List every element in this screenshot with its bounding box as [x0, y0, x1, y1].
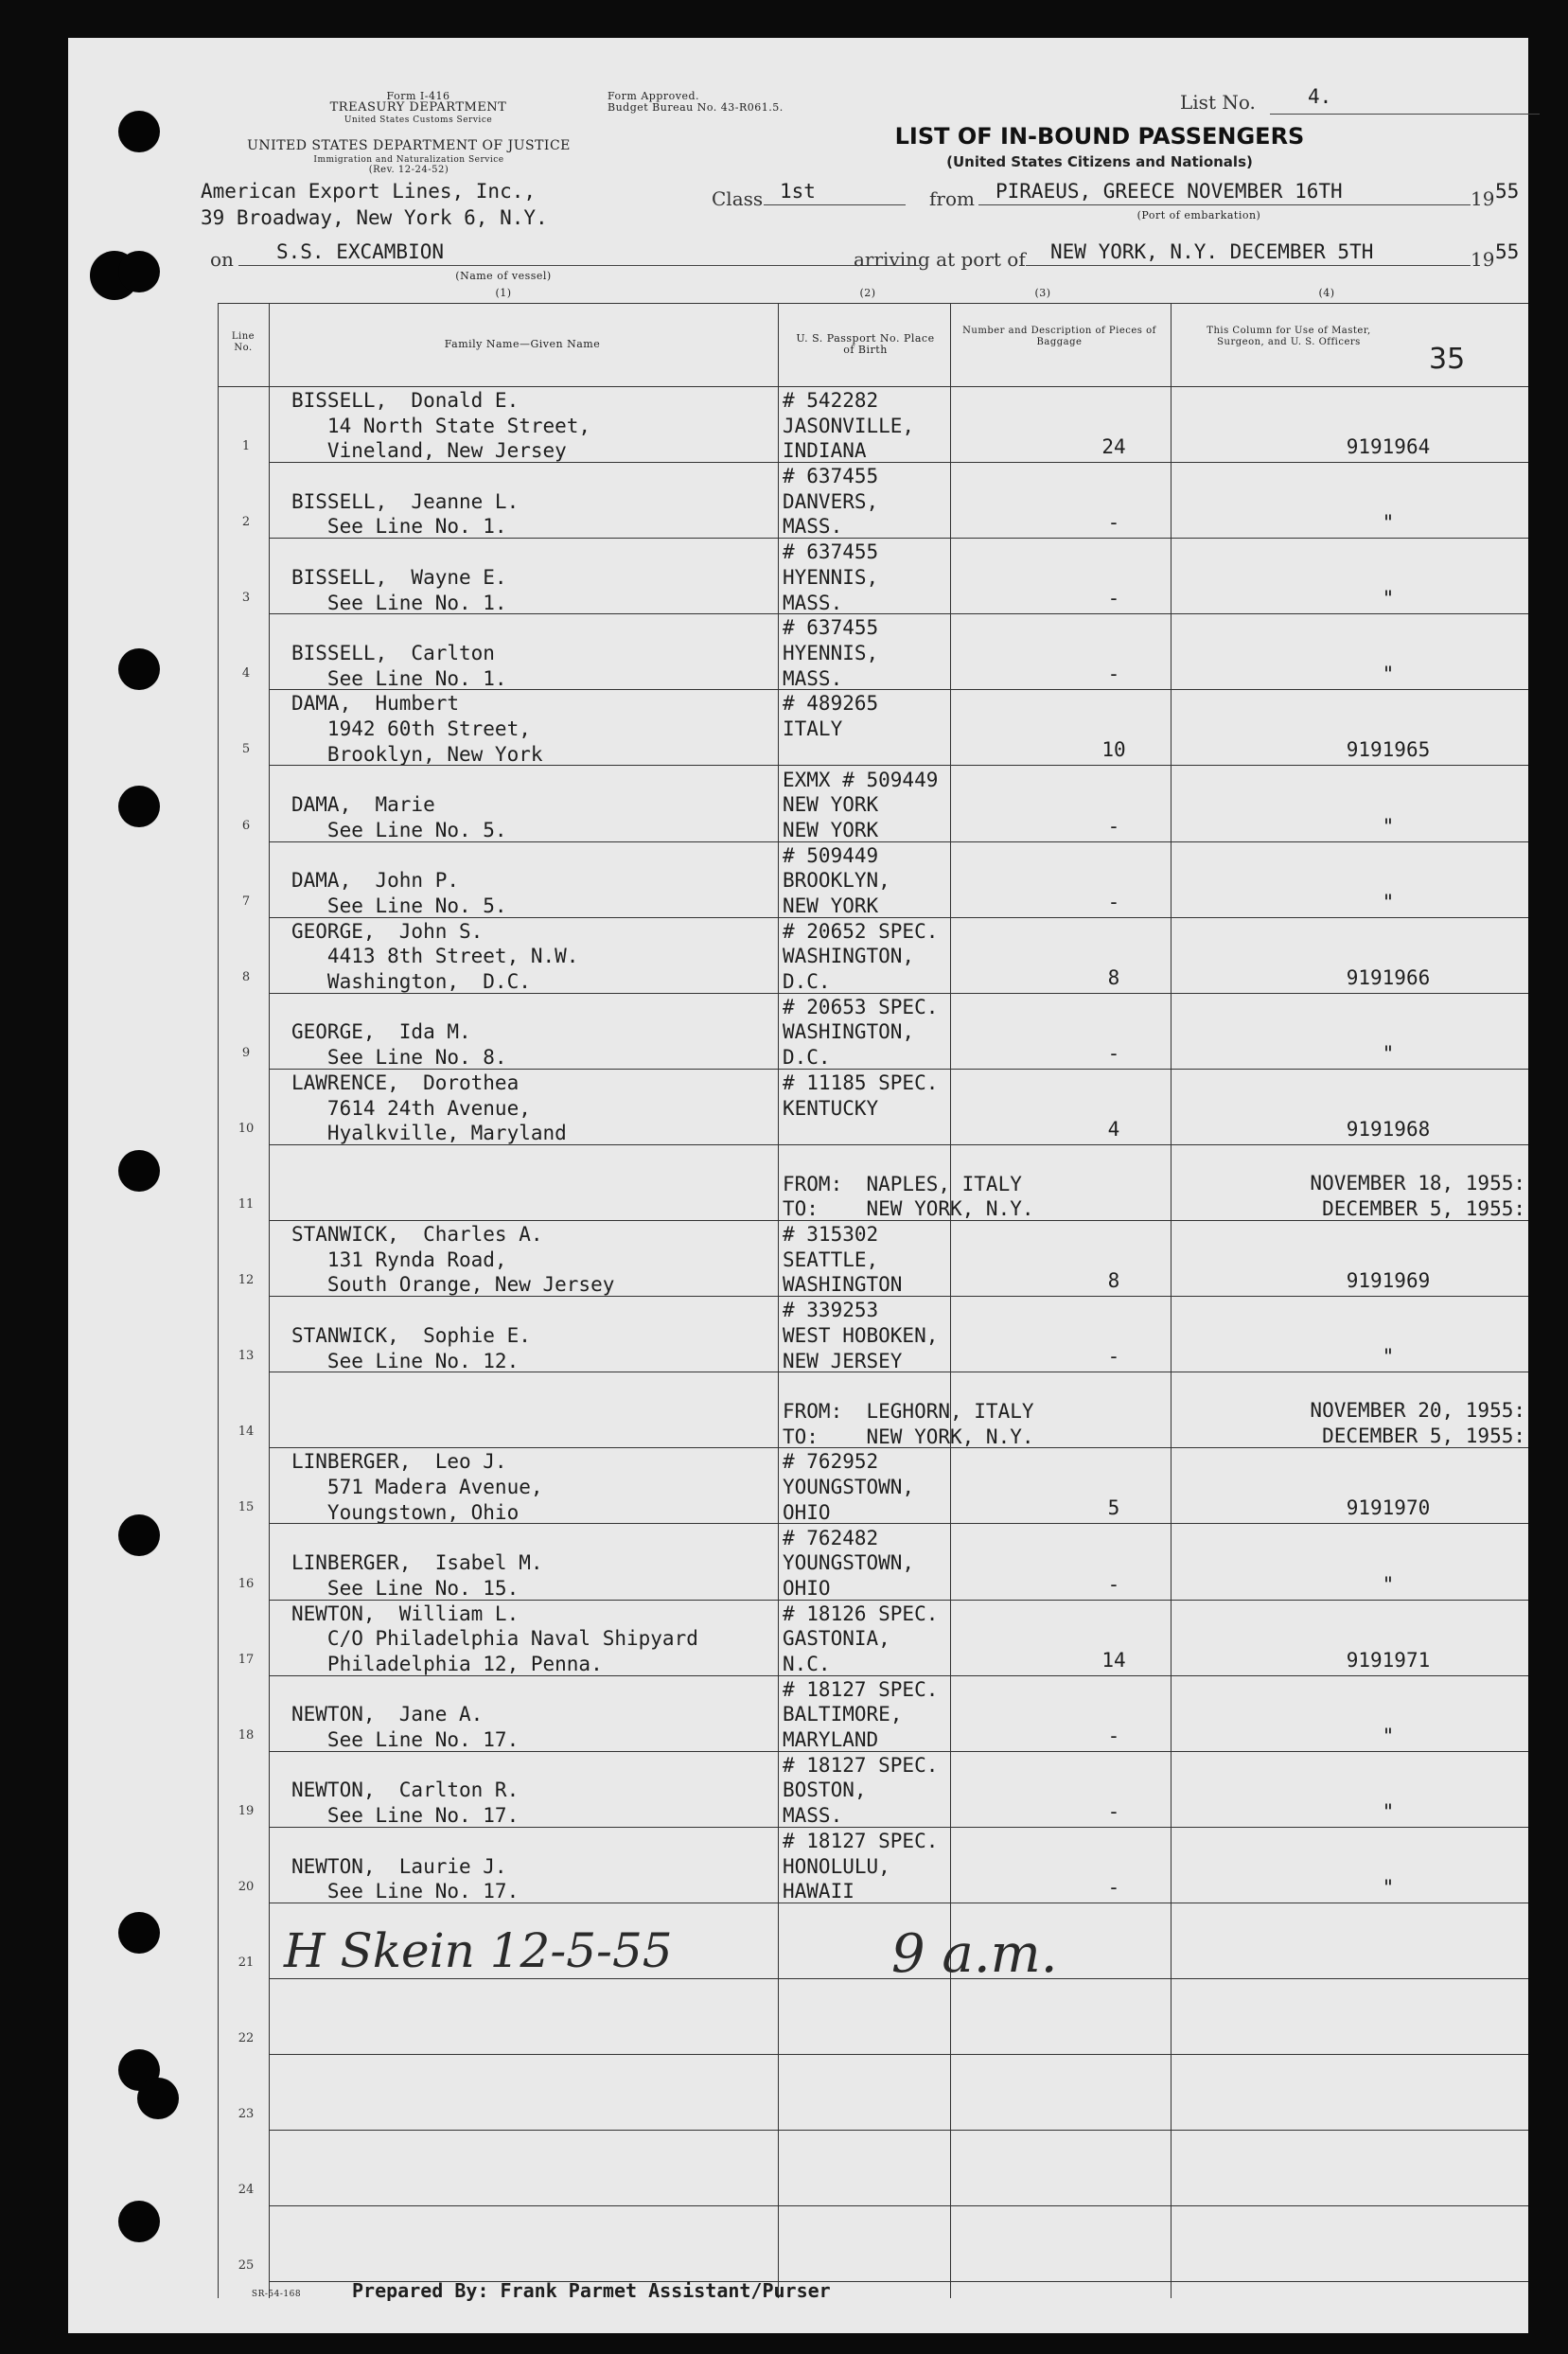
page-title: LIST OF IN-BOUND PASSENGERS — [894, 123, 1305, 150]
passenger-name-line: DAMA, Humbert — [291, 692, 460, 716]
passenger-name-line: STANWICK, Sophie E. — [291, 1323, 531, 1347]
passport-birthplace-line: MASS. — [783, 515, 843, 539]
passenger-name-line: LINBERGER, Leo J. — [291, 1450, 507, 1474]
col-num-4: (4) — [1318, 287, 1335, 299]
baggage-count: 8 — [1107, 965, 1120, 989]
passenger-name-line — [291, 1753, 840, 1779]
port-embarkation-caption: (Port of embarkation) — [1136, 209, 1261, 221]
passenger-name-line: See Line No. 1. — [291, 666, 507, 690]
passenger-name-line — [291, 1980, 840, 2006]
passenger-name-line — [291, 2183, 840, 2208]
line-number: 13 — [238, 1349, 255, 1364]
officer-number: " — [1382, 814, 1395, 838]
table-row — [68, 841, 1528, 917]
passport-birthplace-line: # 637455 — [783, 465, 879, 488]
table-row — [68, 2130, 1528, 2205]
line-number: 23 — [238, 2107, 255, 2122]
passport-birthplace-line: HAWAII — [783, 1880, 854, 1903]
passport-birthplace-line: WASHINGTON — [783, 1273, 903, 1297]
passenger-name-line: 4413 8th Street, N.W. — [291, 945, 579, 968]
passport-birthplace-line — [783, 1373, 1029, 1399]
line-number: 3 — [241, 591, 251, 606]
table-row — [68, 1978, 1528, 2054]
passport-birthplace-line: # 489265 — [783, 692, 879, 716]
passenger-name-line: STANWICK, Charles A. — [291, 1223, 543, 1247]
punch-hole — [118, 786, 160, 827]
passport-birthplace-line: # 11185 SPEC. — [783, 1071, 939, 1094]
passenger-name-line — [291, 1146, 840, 1172]
officer-number: " — [1382, 587, 1395, 611]
passport-birthplace-line — [783, 2107, 1029, 2133]
passport-birthplace-line — [783, 2056, 1029, 2081]
passenger-name-line: See Line No. 5. — [291, 818, 507, 841]
line-number: 2 — [241, 515, 251, 530]
passport-birthplace-line: ITALY — [783, 717, 843, 741]
handwritten-time: 9 a.m. — [891, 1923, 1058, 1985]
table-row — [68, 917, 1528, 993]
arriving-label: arriving at port of — [854, 248, 1026, 271]
passenger-name-line — [291, 1196, 840, 1222]
passport-birthplace-line — [783, 2006, 1029, 2031]
officer-number: " — [1382, 1345, 1395, 1369]
passport-birthplace-line: HYENNIS, — [783, 565, 879, 589]
passenger-name-line — [291, 2233, 840, 2258]
baggage-count: 4 — [1107, 1117, 1120, 1141]
passenger-name-line: GEORGE, John S. — [291, 919, 484, 943]
table-row — [68, 386, 1528, 462]
table-row — [68, 766, 1528, 841]
passenger-name-line — [291, 843, 840, 869]
passport-birthplace-line: WASHINGTON, — [783, 945, 915, 968]
passenger-name-line: See Line No. 17. — [291, 1728, 520, 1752]
from-value: PIRAEUS, GREECE NOVEMBER 16TH — [995, 180, 1343, 203]
line-number: 10 — [238, 1121, 255, 1136]
passenger-name-line: Brooklyn, New York — [291, 742, 543, 766]
col-header-name: Family Name—Given Name — [444, 338, 601, 350]
passport-birthplace-line: NEW YORK — [783, 793, 879, 817]
from-year: 55 — [1495, 180, 1520, 203]
line-number: 20 — [238, 1879, 255, 1894]
passenger-name-line — [291, 2030, 840, 2056]
route-date-line: DECEMBER 5, 1955: — [1322, 1424, 1525, 1447]
table-row — [68, 1069, 1528, 1144]
table-row — [68, 1675, 1528, 1751]
line-number: 11 — [238, 1197, 255, 1212]
passenger-name-line — [291, 464, 840, 489]
table-row — [68, 1372, 1528, 1447]
arriving-value: NEW YORK, N.Y. DECEMBER 5TH — [1050, 240, 1374, 263]
passenger-name-line: See Line No. 17. — [291, 1880, 520, 1903]
passport-birthplace-line: EXMX # 509449 — [783, 768, 939, 791]
passport-birthplace-line: JASONVILLE, — [783, 414, 915, 437]
from-label: from — [929, 187, 975, 210]
punch-hole — [118, 111, 160, 152]
table-row — [68, 993, 1528, 1069]
passport-birthplace-line: OHIO — [783, 1500, 831, 1524]
passport-birthplace-line: TO: NEW YORK, N.Y. — [783, 1425, 1034, 1448]
passport-birthplace-line: # 509449 — [783, 843, 879, 867]
passenger-name-line: LAWRENCE, Dorothea — [291, 1071, 520, 1094]
passport-birthplace-line — [783, 2207, 1029, 2233]
passenger-name-line — [291, 1425, 840, 1450]
passport-birthplace-line: FROM: NAPLES, ITALY — [783, 1172, 1022, 1195]
passenger-name-line — [291, 2006, 840, 2031]
table-row — [68, 1600, 1528, 1675]
document-page — [68, 38, 1528, 2333]
passenger-name-line — [291, 995, 840, 1020]
passenger-name-line — [291, 1677, 840, 1703]
col-header-passport: U. S. Passport No. Place of Birth — [796, 332, 935, 356]
route-date-line: DECEMBER 5, 1955: — [1322, 1196, 1525, 1220]
passport-birthplace-line: NEW JERSEY — [783, 1349, 903, 1372]
officer-number: " — [1382, 1724, 1395, 1747]
punch-hole — [118, 1514, 160, 1556]
baggage-count: 24 — [1101, 435, 1126, 458]
passport-birthplace-line — [783, 2157, 1029, 2183]
company-line-2: 39 Broadway, New York 6, N.Y. — [201, 206, 548, 229]
officer-number: " — [1382, 1041, 1395, 1065]
table-row — [68, 613, 1528, 689]
line-number: 4 — [241, 666, 251, 681]
line-number: 24 — [238, 2183, 255, 2198]
passenger-name-line: See Line No. 12. — [291, 1349, 520, 1372]
passenger-name-line: 571 Madera Avenue, — [291, 1476, 543, 1499]
baggage-count: - — [1107, 587, 1120, 611]
passport-birthplace-line — [783, 1121, 1029, 1146]
passport-birthplace-line: # 20652 SPEC. — [783, 919, 939, 943]
passenger-name-line: LINBERGER, Isabel M. — [291, 1551, 543, 1575]
passenger-name-line: C/O Philadelphia Naval Shipyard — [291, 1627, 698, 1651]
passport-birthplace-line — [783, 1146, 1029, 1172]
passport-birthplace-line: # 339253 — [783, 1299, 879, 1322]
vessel-name: S.S. EXCAMBION — [276, 240, 445, 263]
route-date-line: NOVEMBER 18, 1955: — [1310, 1172, 1525, 1195]
line-number: 17 — [238, 1652, 255, 1667]
passport-birthplace-line: BOSTON, — [783, 1779, 867, 1802]
passport-birthplace-line: # 762482 — [783, 1526, 879, 1549]
table-row — [68, 1144, 1528, 1220]
baggage-count: - — [1107, 1724, 1120, 1747]
passport-birthplace-line: HYENNIS, — [783, 641, 879, 664]
list-no-label: List No. — [1180, 91, 1256, 114]
table-row — [68, 1827, 1528, 1903]
punch-hole — [118, 1150, 160, 1192]
passport-birthplace-line — [783, 742, 1029, 768]
passenger-name-line: See Line No. 1. — [291, 515, 507, 539]
officer-number: " — [1382, 1799, 1395, 1823]
officer-number: " — [1382, 1875, 1395, 1899]
passenger-name-line — [291, 2132, 840, 2157]
passport-birthplace-line: YOUNGSTOWN, — [783, 1551, 915, 1575]
passenger-name-line — [291, 768, 840, 793]
treasury-department: TREASURY DEPARTMENT — [329, 100, 507, 115]
passenger-name-line: 1942 60th Street, — [291, 717, 531, 741]
passport-birthplace-line: SEATTLE, — [783, 1248, 879, 1271]
officer-number: " — [1382, 511, 1395, 535]
from-year-prefix: 19 — [1471, 187, 1495, 210]
passenger-name-line: See Line No. 5. — [291, 894, 507, 917]
prepared-by: Prepared By: Frank Parmet Assistant/Purser — [352, 2279, 831, 2302]
passport-birthplace-line: # 762952 — [783, 1450, 879, 1474]
table-row — [68, 689, 1528, 765]
line-number: 7 — [241, 894, 251, 909]
table-row — [68, 1296, 1528, 1372]
line-number: 22 — [238, 2031, 255, 2046]
passport-birthplace-line — [783, 2233, 1029, 2258]
passenger-name-line: GEORGE, Ida M. — [291, 1020, 471, 1044]
line-number: 8 — [241, 969, 251, 984]
form-number: Form I-416 — [386, 90, 450, 102]
officer-number: 9191966 — [1346, 965, 1431, 989]
passenger-name-line: BISSELL, Jeanne L. — [291, 489, 520, 513]
arriving-year: 55 — [1495, 240, 1520, 263]
passport-birthplace-line: # 18126 SPEC. — [783, 1602, 939, 1625]
line-number: 6 — [241, 818, 251, 833]
passenger-name-line: NEWTON, Carlton R. — [291, 1779, 520, 1802]
passport-birthplace-line: MARYLAND — [783, 1728, 879, 1752]
passport-birthplace-line: BROOKLYN, — [783, 869, 890, 893]
punch-hole — [137, 2078, 179, 2119]
passenger-name-line — [291, 1373, 840, 1399]
passenger-name-line — [291, 2207, 840, 2233]
punch-hole — [118, 1912, 160, 1954]
form-code: SR-54-168 — [251, 2290, 302, 2299]
officer-number: 9191965 — [1346, 738, 1431, 762]
table-row — [68, 462, 1528, 538]
passport-birthplace-line: INDIANA — [783, 439, 867, 463]
passport-birthplace-line — [783, 2132, 1029, 2157]
officer-number: 9191968 — [1346, 1117, 1431, 1141]
passenger-name-line: BISSELL, Carlton — [291, 641, 495, 664]
line-number: 16 — [238, 1576, 255, 1591]
passenger-name-line: See Line No. 1. — [291, 591, 507, 614]
baggage-count: - — [1107, 663, 1120, 686]
passport-birthplace-line: GASTONIA, — [783, 1627, 890, 1651]
line-number: 21 — [238, 1956, 255, 1970]
passport-birthplace-line: D.C. — [783, 1046, 831, 1070]
passport-birthplace-line: MASS. — [783, 591, 843, 614]
line-number: 14 — [238, 1425, 255, 1440]
passport-birthplace-line: D.C. — [783, 970, 831, 994]
passenger-name-line: Youngstown, Ohio — [291, 1500, 520, 1524]
passport-birthplace-line: WASHINGTON, — [783, 1020, 915, 1044]
table-row — [68, 1751, 1528, 1827]
table-row — [68, 1447, 1528, 1523]
line-number: 5 — [241, 742, 251, 757]
line-number: 9 — [241, 1045, 251, 1060]
passport-birthplace-line: KENTUCKY — [783, 1096, 879, 1120]
passenger-name-line: Vineland, New Jersey — [291, 439, 567, 463]
passenger-name-line: See Line No. 17. — [291, 1804, 520, 1828]
passenger-name-line: DAMA, Marie — [291, 793, 435, 817]
passenger-name-line — [291, 1298, 840, 1323]
passenger-name-line — [291, 2107, 840, 2133]
passport-birthplace-line: OHIO — [783, 1576, 831, 1600]
passenger-name-line: NEWTON, Jane A. — [291, 1703, 484, 1726]
passport-birthplace-line: # 637455 — [783, 616, 879, 640]
passport-birthplace-line: # 18127 SPEC. — [783, 1829, 939, 1852]
passport-birthplace-line: WEST HOBOKEN, — [783, 1323, 939, 1347]
col-num-1: (1) — [495, 287, 512, 299]
passenger-name-line — [291, 540, 840, 565]
class-label: Class — [712, 187, 764, 210]
officer-number: 9191970 — [1346, 1496, 1431, 1520]
handwritten-signature: H Skein 12-5-55 — [284, 1923, 673, 1978]
passport-birthplace-line: MASS. — [783, 1804, 843, 1828]
passenger-name-line: BISSELL, Wayne E. — [291, 565, 507, 589]
punch-hole — [118, 2201, 160, 2242]
col-num-2: (2) — [859, 287, 876, 299]
baggage-count: - — [1107, 814, 1120, 838]
baggage-count: - — [1107, 511, 1120, 535]
passenger-name-line — [291, 615, 840, 641]
passport-birthplace-line: # 18127 SPEC. — [783, 1753, 939, 1777]
baggage-count: - — [1107, 890, 1120, 913]
passport-birthplace-line: # 18127 SPEC. — [783, 1677, 939, 1701]
baggage-count: 10 — [1101, 738, 1126, 762]
baggage-count: 8 — [1107, 1269, 1120, 1293]
line-number: 12 — [238, 1273, 255, 1288]
passenger-name-line: NEWTON, Laurie J. — [291, 1854, 507, 1878]
passport-birthplace-line: MASS. — [783, 666, 843, 690]
baggage-count: - — [1107, 1572, 1120, 1596]
passenger-name-line — [291, 1829, 840, 1854]
baggage-count: 14 — [1101, 1648, 1126, 1672]
justice-department: UNITED STATES DEPARTMENT OF JUSTICE — [247, 138, 571, 153]
baggage-count: - — [1107, 1799, 1120, 1823]
passport-birthplace-line — [783, 2081, 1029, 2107]
col-num-3: (3) — [1034, 287, 1051, 299]
passenger-name-line: DAMA, John P. — [291, 869, 460, 893]
passenger-name-line — [291, 1172, 840, 1197]
passenger-name-line — [291, 2157, 840, 2183]
punch-hole — [118, 251, 160, 292]
passenger-name-line: NEWTON, William L. — [291, 1602, 520, 1625]
passenger-name-line: 14 North State Street, — [291, 414, 591, 437]
officer-number: 9191971 — [1346, 1648, 1431, 1672]
passport-birthplace-line: # 637455 — [783, 540, 879, 564]
officer-number: " — [1382, 890, 1395, 913]
baggage-count: - — [1107, 1345, 1120, 1369]
customs-service: United States Customs Service — [344, 115, 493, 125]
table-row — [68, 1220, 1528, 1296]
page-subtitle: (United States Citizens and Nationals) — [946, 153, 1253, 170]
line-number: 25 — [238, 2258, 255, 2274]
passport-birthplace-line: YOUNGSTOWN, — [783, 1476, 915, 1499]
immigration-service: Immigration and Naturalization Service — [313, 155, 504, 165]
passport-birthplace-line: # 542282 — [783, 389, 879, 412]
table-row — [68, 1524, 1528, 1600]
baggage-count: - — [1107, 1875, 1120, 1899]
passenger-name-line — [291, 1526, 840, 1551]
passport-birthplace-line: FROM: LEGHORN, ITALY — [783, 1399, 1034, 1423]
passenger-name-line: See Line No. 15. — [291, 1576, 520, 1600]
passport-birthplace-line — [783, 2183, 1029, 2208]
col-header-line-no: Line No. — [231, 331, 255, 353]
on-label: on — [210, 248, 234, 271]
passport-birthplace-line: # 315302 — [783, 1223, 879, 1247]
col-header-officers: This Column for Use of Master, Surgeon, and U. S. Officers — [1207, 326, 1371, 347]
passport-birthplace-line: TO: NEW YORK, N.Y. — [783, 1197, 1034, 1221]
punch-hole — [118, 648, 160, 690]
passport-birthplace-line: N.C. — [783, 1652, 831, 1675]
passport-birthplace-line: NEW YORK — [783, 818, 879, 841]
vessel-caption: (Name of vessel) — [455, 270, 552, 282]
passenger-name-line: Hyalkville, Maryland — [291, 1122, 567, 1145]
arriving-year-prefix: 19 — [1471, 248, 1495, 271]
passport-birthplace-line: BALTIMORE, — [783, 1703, 903, 1726]
passport-birthplace-line — [783, 2030, 1029, 2056]
passenger-name-line: 131 Rynda Road, — [291, 1248, 507, 1271]
revision-date: (Rev. 12-24-52) — [368, 165, 449, 175]
baggage-count: - — [1107, 1041, 1120, 1065]
line-number: 1 — [241, 439, 251, 453]
passport-birthplace-line: # 20653 SPEC. — [783, 995, 939, 1018]
officer-number: " — [1382, 1572, 1395, 1596]
table-row — [68, 2054, 1528, 2130]
officer-number: 9191964 — [1346, 435, 1431, 458]
company-line-1: American Export Lines, Inc., — [201, 180, 537, 203]
line-number: 19 — [238, 1803, 255, 1818]
passenger-name-line: BISSELL, Donald E. — [291, 389, 520, 412]
passport-birthplace-line: NEW YORK — [783, 894, 879, 917]
list-no-value: 4. — [1308, 85, 1332, 108]
passport-birthplace-line: HONOLULU, — [783, 1854, 890, 1878]
table-row — [68, 538, 1528, 613]
class-value: 1st — [780, 180, 816, 203]
passenger-name-line: Philadelphia 12, Penna. — [291, 1652, 603, 1675]
table-row — [68, 2205, 1528, 2281]
passenger-name-line — [291, 2081, 840, 2107]
baggage-count: 5 — [1107, 1496, 1120, 1520]
col-header-baggage: Number and Description of Pieces of Baggage — [962, 326, 1156, 347]
passenger-name-line: Washington, D.C. — [291, 970, 531, 994]
passenger-name-line — [291, 1399, 840, 1425]
form-approved: Form Approved. — [608, 90, 700, 102]
passenger-name-line: 7614 24th Avenue, — [291, 1096, 531, 1120]
officer-number: " — [1382, 663, 1395, 686]
line-number: 15 — [238, 1500, 255, 1515]
passenger-name-line — [291, 2056, 840, 2081]
passenger-name-line: See Line No. 8. — [291, 1046, 507, 1070]
line-number: 18 — [238, 1727, 255, 1743]
budget-bureau: Budget Bureau No. 43-R061.5. — [608, 101, 784, 114]
officer-number: 9191969 — [1346, 1269, 1431, 1293]
passenger-name-line: South Orange, New Jersey — [291, 1273, 615, 1297]
page-number: 35 — [1429, 343, 1466, 376]
route-date-line: NOVEMBER 20, 1955: — [1310, 1399, 1525, 1423]
passport-birthplace-line: DANVERS, — [783, 489, 879, 513]
